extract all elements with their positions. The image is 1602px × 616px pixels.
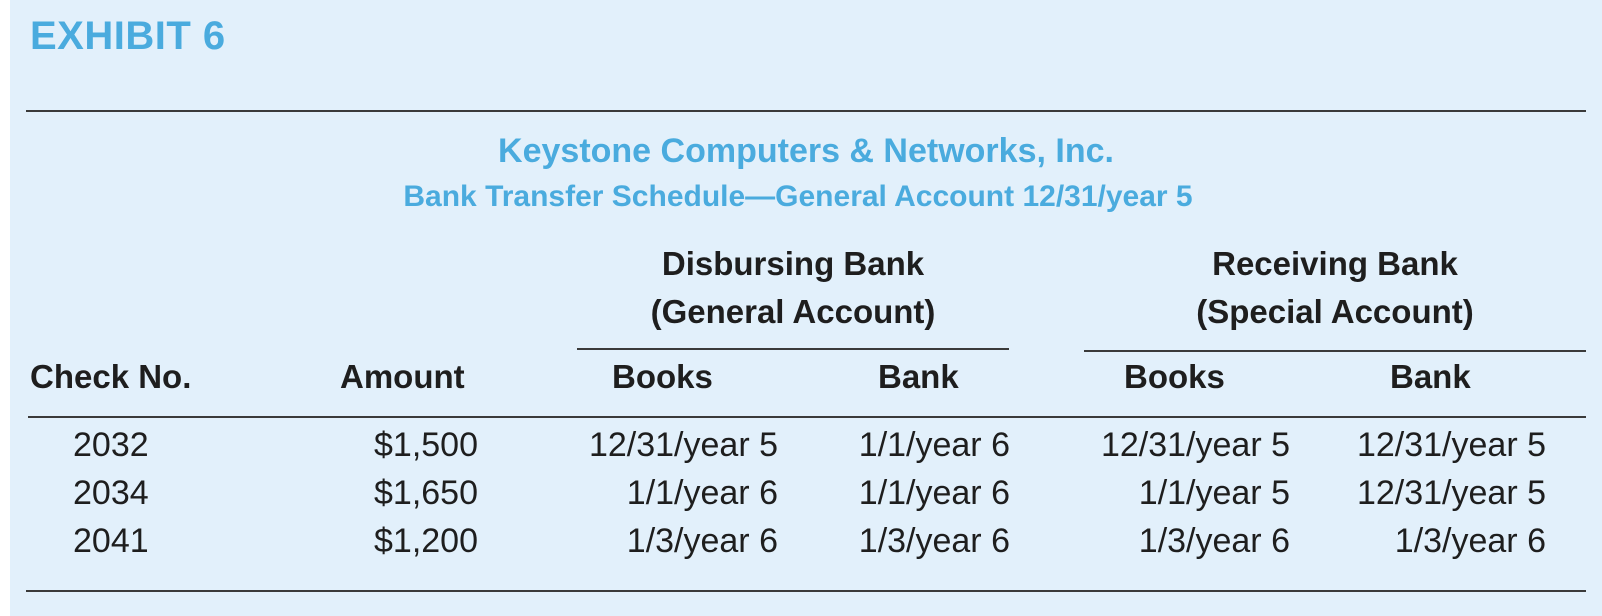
- bottom-rule: [26, 590, 1586, 592]
- cell-recv-books: 1/1/year 5: [1138, 474, 1290, 512]
- receiving-group-rule: [1084, 350, 1586, 352]
- cell-disb-books: 1/1/year 6: [626, 474, 778, 512]
- cell-recv-bank: 12/31/year 5: [1356, 426, 1546, 464]
- cell-recv-books: 12/31/year 5: [1100, 426, 1290, 464]
- disbursing-group-rule: [577, 348, 1009, 350]
- col-header-amount: Amount: [340, 358, 465, 395]
- receiving-bank-line1: Receiving Bank: [1212, 245, 1458, 282]
- cell-recv-bank: 1/3/year 6: [1394, 522, 1546, 560]
- cell-disb-bank: 1/1/year 6: [858, 474, 1010, 512]
- col-header-recv-bank: Bank: [1390, 358, 1471, 395]
- col-header-recv-books: Books: [1124, 358, 1225, 395]
- cell-check-no: 2041: [73, 522, 149, 560]
- exhibit-panel: [10, 0, 1602, 616]
- receiving-bank-header: [1084, 240, 1586, 336]
- exhibit-title: EXHIBIT 6: [30, 14, 226, 58]
- schedule-title: Bank Transfer Schedule—General Account 12/31/year 5: [403, 180, 1193, 213]
- top-rule: [26, 110, 1586, 112]
- col-header-check-no: Check No.: [30, 358, 192, 395]
- cell-disb-books: 12/31/year 5: [588, 426, 778, 464]
- receiving-bank-line2: (Special Account): [1196, 293, 1474, 330]
- disbursing-bank-header: [577, 240, 1009, 336]
- disbursing-bank-line1: Disbursing Bank: [661, 245, 925, 282]
- cell-check-no: 2034: [73, 474, 149, 512]
- cell-amount: $1,650: [374, 474, 478, 512]
- col-header-disb-books: Books: [612, 358, 713, 395]
- disbursing-bank-line2: (General Account): [650, 293, 936, 330]
- cell-recv-books: 1/3/year 6: [1138, 522, 1290, 560]
- cell-disb-bank: 1/3/year 6: [858, 522, 1010, 560]
- cell-check-no: 2032: [73, 426, 149, 464]
- header-rule: [28, 416, 1586, 418]
- cell-disb-bank: 1/1/year 6: [858, 426, 1010, 464]
- cell-recv-bank: 12/31/year 5: [1356, 474, 1546, 512]
- company-name: Keystone Computers & Networks, Inc.: [498, 132, 1114, 170]
- cell-disb-books: 1/3/year 6: [626, 522, 778, 560]
- cell-amount: $1,500: [374, 426, 478, 464]
- col-header-disb-bank: Bank: [878, 358, 959, 395]
- cell-amount: $1,200: [374, 522, 478, 560]
